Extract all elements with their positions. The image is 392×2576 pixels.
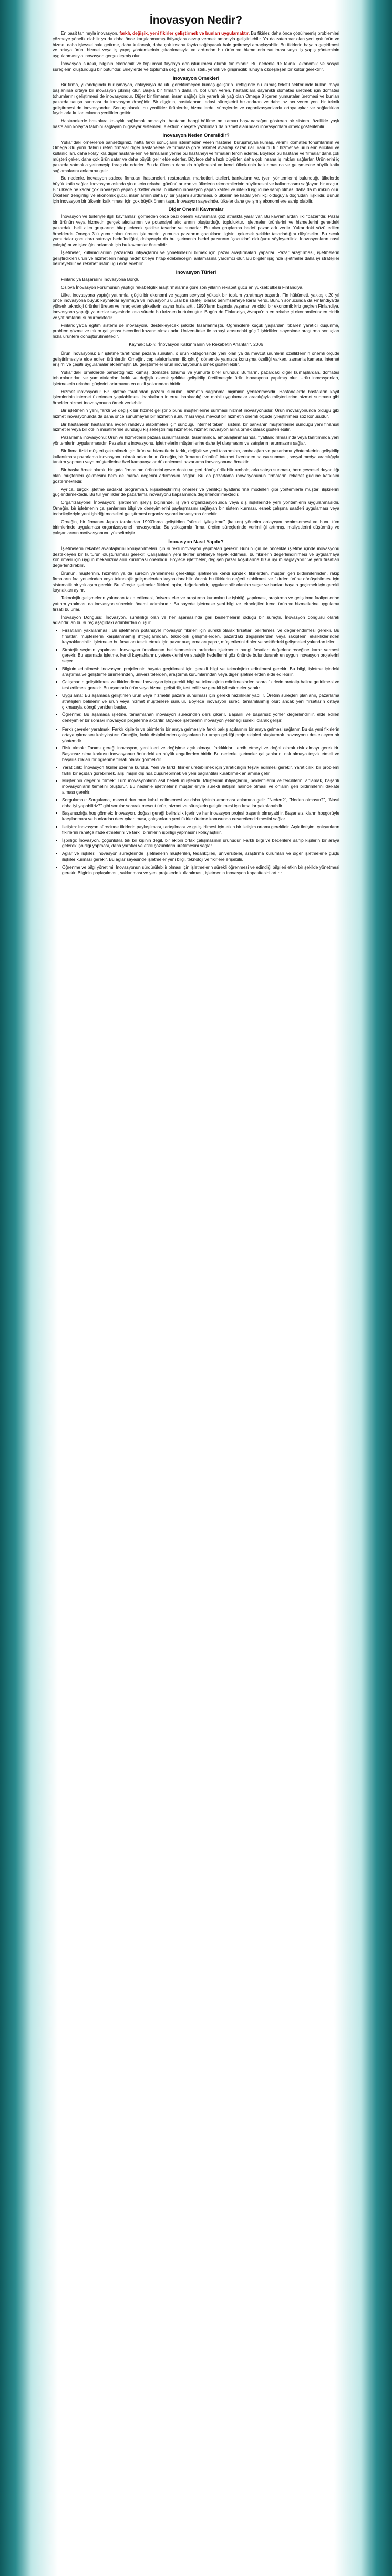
intro-text-continued: Bu fikirler, daha önce çözülmemiş problemleri çözmeye yönelik olabilir ya da daha önce karşılanmamış ihtiyaçlara cevap vermek amacıyla geliştirilebilir. Ya da zaten var olan yeni çok ürün ve hizmet daha işlevsel hale getirme, daha kullanışlı, daha çok insana fayda sağlayacak hale getirmeyi amaçlayabilir. Bu fikirlerin hayata geçirilmesi ve ortaya ürün, hizmet veya iş yapış yöntemlerinin çıkarılmasıyla ve ardından bu ürün ve hizmetlerin satılması veya iş yapış yönteminin uygulanmasıyla inovasyon gerçekleşmiş olur. [53, 30, 339, 59]
section-paragraph: Oslova İnovasyon Forumunun yaptığı rekabetçilik araştırmalarına göre son yılların rekabet gücü en yüksek ülkesi Finlandiya. [61, 284, 304, 290]
section-paragraph: Ürün İnovasyonu: Bir işletme tarafından pazara sunulan, o ürün kategorisinde yeni olan ya da mevcut ürünlerin özelliklerinin önemli ölçüde geliştirilmesiyle elde edilen ürünlerdir. Örneğin, cep telefonlarının ilk çıktığı dönemde yalnızca konuşma özelliği varken, zamanla kamera, internet erişimi ve çeşitli uygulamalar eklenmiştir. Bu geliştirmeler ürün inovasyonuna örnek gösterilebilir. [53, 350, 339, 367]
section-paragraph: Bir başka örnek olarak, bir gıda firmasının ürünlerini çevre dostu ve geri dönüştürülebilir ambalajlarla satışa sunması, hem çevresel duyarlılığı olan müşterileri çekmesini hem de marka değerini artırmasını sağlar. Bu da pazarlama inovasyonunun firmaların rekabet gücüne katkısını göstermektedir. [53, 467, 339, 484]
section-paragraph: Bir işletmenin yeni, farklı ve değişik bir hizmet geliştirip bunu müşterilerine sunması hizmet inovasyonudur. Ürün inovasyonunda olduğu gibi hizmet inovasyonunda da daha önce sunulmayan bir hizmetin sunulması veya mevcut bir hizmetin önemli ölçüde iyileştirilmesi söz konusudur. [53, 408, 339, 419]
section-paragraph: Ayrıca, birçok işletme sadakat programları, kişiselleştirilmiş öneriler ve yenilikçi fiyatlandırma modelleri gibi yöntemlerle müşteri ilişkilerini güçlendirmektedir. Bu tür yenilikler de pazarlama inovasyonu kapsamında değerlendirilmektedir. [53, 486, 339, 498]
section-paragraph: Teknolojik gelişmelerin yakından takip edilmesi, üniversiteler ve araştırma kurumları ile işbirliği yapılması, araştırma ve geliştirme faaliyetlerine yatırım yapılması da inovasyon sürecinin önemli adımlarıdır. Bu sayede işletmeler yeni bilgi ve teknolojileri kendi ürün ve hizmetlerine uygulama fırsatı bulurlar. [53, 595, 339, 612]
list-item: • Müşterinin değerini bilmek: Tüm inovasyonların asıl hedefi müşteridir. Müşterinin ihtiyaçlarını, beklentilerini ve tercihlerini anlamak, başarılı inovasyonların temelini oluşturur. Bu nedenle işletmelerin müşterileriyle sürekli iletişim halinde olması ve onların geri bildirimlerini dikkate alması gerekir. [62, 778, 339, 795]
sections-container [53, 76, 339, 340]
section [53, 207, 339, 267]
list-item: • Farklı çevreler yaratmak: Farklı kişilerin ve birimlerin bir araya gelmesiyle farklı bakış açılarının bir araya gelmesi sağlanır. Bu da yeni fikirlerin ortaya çıkmasını kolaylaştırır. Örneğin, farklı disiplinlerden çalışanların bir araya geldiği proje ekipleri oluşturmak inovasyonu destekleyen bir yöntemdir. [62, 726, 339, 743]
list-item: • Uygulama: Bu aşamada geliştirilen ürün veya hizmetin pazara sunulması için gerekli hazırlıklar yapılır. Üretim süreçleri planlanır, pazarlama stratejileri belirlenir ve ürün veya hizmet müşterilere sunulur. Böylece inovasyon süreci tamamlanmış olur; ancak yeni fırsatların ortaya çıkmasıyla döngü yeniden başlar. [62, 693, 339, 710]
list-item: • Risk almak: Tanımı gereği inovasyon, yenilikleri ve değişime açık olmayı, farklılıkları tercih etmeyi ve doğal olarak risk almayı gerektirir. Başarısız olma korkusu inovasyonun önündeki en büyük engellerden biridir. Bu nedenle işletmeler çalışanlarını risk almaya teşvik etmeli ve başarısızlıkları bir öğrenme fırsatı olarak görmelidir. [62, 745, 339, 762]
section-paragraph: Bir hastanenin hastalarına evden randevu alabilmeleri için sunduğu internet tabanlı sistem, bir bankanın müşterilerine sunduğu yeni finansal hizmetler veya bir otelin misafirlerine sunduğu kişiselleştirilmiş hizmetler, hizmet inovasyonlarına örnek olarak gösterilebilir. [53, 421, 339, 432]
list-item: • Ağlar ve ilişkiler: İnovasyon süreçlerinde işletmelerin müşterileri, tedarikçileri, üniversiteler, araştırma kurumları ve diğer işletmelerle güçlü ilişkiler kurması gerekir. Bu ağlar sayesinde işletmeler yeni bilgi, teknoloji ve fikirlere erişebilir. [62, 851, 339, 862]
section-paragraph: Pazarlama inovasyonu: Ürün ve hizmetlerin pazara sunulmasında, tasarımında, ambalajlanmasında, fiyatlandırılmasında veya tanıtımında yeni yöntemlerin uygulanmasıdır. Pazarlama inovasyonu, işletmelerin müşterilerine daha iyi ulaşmasını ve satışlarını artırmasını sağlar. [53, 435, 339, 446]
list-item: • Başarısızlığa hoş görmek: İnovasyon, doğası gereği belirsizlik içerir ve her inovasyon projesi başarılı olmayabilir. Başarısızlıkların hoşgörüyle karşılanması ve bunlardan ders çıkarılması, çalışanların yeni fikirler üretme konusunda cesaretlendirilmesini sağlar. [62, 810, 339, 822]
list-item: • Bilginin edinilmesi: İnovasyon projelerinin hayata geçirilmesi için gerekli bilgi ve teknolojinin edinilmesi gerekir. Bu bilgi, işletme içindeki araştırma ve geliştirme birimlerinden, üniversitelerden, araştırma kurumlarından veya diğer işletmelerden elde edilebilir. [62, 666, 339, 678]
list-item: • Yaratıcılık: İnovasyon fikirler üzerine kurulur. Yeni ve farklı fikirler üretebilmek için yaratıcılığın teşvik edilmesi gerekir. Yaratıcılık, bir problemi farklı bir açıdan görebilmek, alışılmışın dışında düşünebilmek ve yeni bağlantılar kurabilmek anlamına gelir. [62, 765, 339, 776]
section-paragraph: Ürünün, müşterinin, hizmetin ya da sürecin yenilenmesi gerekliliği; işletmenin kendi içindeki fikirlerden, müşteri geri bildirimlerinden, rakip firmaların faaliyetlerinden veya teknolojik gelişmelerden kaynaklanabilir. Ancak bu fikirlerin değerli olabilmesi ve fikirden ürüne dönüşebilmesi için sistematik bir yaklaşım gerekir. Bu süreçte işletmeler fikirleri toplar, değerlendirir, uygulanabilir olanları seçer ve bunları hayata geçirmek için gerekli kaynakları ayırır. [53, 570, 339, 593]
section-paragraph: Organizasyonel İnovasyon: İşletmenin işleyiş biçiminde, iş yeri organizasyonunda veya dış ilişkilerinde yeni yöntemlerin uygulanmasıdır. Örneğin, bir işletmenin çalışanlarının bilgi ve deneyimlerini paylaşmasını sağlayan bir sistem kurması, esnek çalışma saatleri uygulaması veya tedarikçileriyle yeni işbirliği modelleri geliştirmesi organizasyonel inovasyona örnektir. [53, 500, 339, 516]
section [53, 351, 339, 432]
section [53, 500, 339, 536]
section-title: Diğer Önemli Kavramlar [168, 207, 224, 213]
section [53, 133, 339, 204]
section-paragraph: Örneğin, bir firmanın Japon tarafından 1990'larda geliştirilen "sürekli iyileştirme" (kaizen) yönetim anlayışını benimsemesi ve bunu tüm birimlerinde uygulaması organizasyonel inovasyondur. Bu yaklaşımla firma, üretim süreçlerinde verimliliği artırmış, maliyetlerini düşürmüş ve çalışanlarının motivasyonunu yükseltmiştir. [53, 519, 339, 536]
list-item: • Öğrenme ve bilgi yönetimi: İnovasyonun sürdürülebilir olması için işletmelerin sürekli öğrenmesi ve edindiği bilgileri etkin bir şekilde yönetmesi gerekir. Bilginin paylaşılması, saklanması ve yeni projelerde kullanılması, işletmenin inovasyon kapasitesini artırır. [62, 864, 339, 876]
innovation-factors-list [53, 726, 339, 875]
section-paragraph: Bir firma fiziki müşteri çekebilmek için ürün ve hizmetlerin farklı, değişik ve yeni tasarımları, ambalajları ve pazarlama yöntemlerinin geliştirilip kullanılması pazarlama inovasyonu olarak adlandırılır. Örneğin, bir firmanın ürününü internet üzerinden satışa sunması, sosyal medya aracılığıyla tanıtım yapması veya müşterilerine özel kampanyalar düzenlemesi pazarlama inovasyonuna örnektir. [53, 448, 339, 465]
section [53, 76, 339, 130]
section-title: İnovasyon Türleri [176, 270, 216, 276]
section-paragraph: İnovasyon Döngüsü: İnovasyon, sürekliliği olan ve her aşamasında geri beslemelerin olduğu bir süreçtir. İnovasyon döngüsü olarak adlandırılan bu süreç aşağıdaki adımlardan oluşur: [53, 614, 339, 626]
source-caption: Kaynak: Ek-§: "İnovasyon Kalkınmanın ve Rekabetin Anahtarı", 2006 [129, 342, 263, 347]
intro-highlight: farklı, değişik, yeni fikirler geliştirmek ve bunları uygulamaktır. [119, 30, 250, 36]
section [53, 435, 339, 498]
section [53, 270, 339, 340]
intro-text-2: İnovasyon sürekli, bilginin ekonomik ve toplumsal faydaya dönüştürülmesi olarak tanımlanır. Bu nedenle de teknik, ekonomik ve sosyal süreçlerin oluşturduğu bir bütündür. Bireylerde ve toplumda değişme olan istek, yenilik ve girişimcilik ruhuyla özdeşleşen bir kültür gerektirir. [53, 60, 339, 72]
list-item: • Sorgulamak: Sorgulama, mevcut durumun kabul edilmemesi ve daha iyisinin aranması anlamına gelir. "Neden?", "Neden olmasın?", "Nasıl daha iyi yapabiliriz?" gibi sorular sorarak mevcut ürün, hizmet ve süreçlerin geliştirilmesi için fırsatlar yakalanabilir. [62, 797, 339, 809]
innovation-cycle-list [53, 628, 339, 723]
intro-section [53, 30, 339, 72]
section-paragraph: Finlandiya Başarısını İnovasyona Borçlu [61, 277, 140, 282]
intro-text: En basit tanımıyla inovasyon, [61, 30, 120, 36]
section-paragraph: Bu nedenle, inovasyon sadece firmaları, hastaneleri, restoranları, marketleri, otelleri, bankaların ve, (yeni yöntemlerin) bulunduğu ülkelerde büyük katkı sağlar. İnovasyon aslında şirketlerin rekabet gücünü artıran ve ülkelerin ekonomilerinin büyümesini ve kalkınmasını sağlayan bir araçtır. Bir ülkede ne kadar çok inovasyon yapan şirketler varsa, o ülkenin inovasyon yapan kaliteli ve nitelikli işgücüne sahip olması daha da mümkün olur. Ülkelerin zenginliği ve ekonomik gücü, insanlarının daha iyi bir yaşam sürdürmesi, o ülkenin ne kadar yenilikçi olduğuyla doğrudan ilişkilidir. Bunun için inovasyon bir ülkenin kalkınması için çok büyük önem taşır. İnovasyon sayesinde, ülkeler daha gelişmiş ekonomilere sahip olabilir. [53, 175, 339, 204]
document-page [53, 0, 339, 2576]
page-title: İnovasyon Nedir? [149, 14, 243, 26]
section [53, 539, 339, 626]
section-paragraph: İşletmelerin rekabet avantajlarını koruyabilmeleri için sürekli inovasyon yapmaları gerekir. Bunun için de öncelikle işletme içinde inovasyonu destekleyen bir kültürün oluşturulması gerekir. Çalışanların yeni fikirler üretmeye teşvik edilmesi, bu fikirlerin değerlendirilmesi ve uygulamaya konulması için uygun mekanizmaların kurulması önemlidir. Böylece işletmeler, değişen pazar koşullarına hızla uyum sağlayabilir ve yeni fırsatları değerlendirebilir. [53, 545, 339, 568]
list-item: • Öğrenme: Bu aşamada işletme, tamamlanan inovasyon sürecinden ders çıkarır. Başarılı ve başarısız yönler değerlendirilir, elde edilen deneyimler bir sonraki inovasyon projelerine aktarılır. Böylece işletmenin inovasyon yeteneği sürekli olarak gelişir. [62, 712, 339, 723]
section-paragraph: Hastanelerde hastalara kolaylık sağlamak amacıyla, hastanın hangi bölüme ne zaman başvuracağını gösteren bir sistem, özellikle yaşlı hastaların kolayca takibini sağlayan bilgisayar sistemleri, elektronik reçete yazılımları da hizmet alanındaki inovasyonlara örnek gösterilebilir. [53, 118, 339, 129]
list-item: • Fırsatların yakalanması: Bir işletmenin potansiyel inovasyon fikirleri için sürekli olarak fırsatları belirlemesi ve değerlendirmesi gerekir. Bu fırsatlar, müşterilerin karşılanmamış ihtiyaçlarından, teknolojik gelişmelerden, pazardaki değişimlerden veya rakiplerin eksikliklerinden kaynaklanabilir. İşletmeler bu fırsatları tespit etmek için pazar araştırmaları yapar, müşterilerini dinler ve sektördeki gelişmeleri yakından izler. [62, 628, 339, 645]
section-paragraph: Yukarıdaki örneklerde bahsettiğimiz, hatta farklı sonuçların istenmeden veren hastane, buruşmayan kumaş, verimli domates tohumlarının ve Omega 3'lü yumurtaları üreten firmalar diğer hastanelere ve firmalara göre rekabet avantajı kazanırlar. Yani bu tür hizmet ve ürünlerin alıcıları ve kullanıcıları, daha kolaylıkla diğer hastanelerin ve firmaların yerine bu hastaneyi ve firmaları tercih ederler. Böylece bu hastane ve firmalar daha çok müşteri çeker, daha çok ürün satar ve daha büyük gelir elde ederler. Böylece daha hızlı büyürler, daha çok insana iş imkânı sağlarlar. Ürünlerini iç pazarda satmakla yetinmeyip ihraç da ederler. Bu da ülkenin daha da büyümesini ve kendi ülkelerinin kalkınmasına ve gelişmesine büyük katkı sağlamalarını anlamına gelir. [53, 139, 339, 173]
section-paragraph: İşletmeler, kullanıcılarının pazardaki ihtiyaçlarını ve yönelimlerini bilmek için pazar araştırmaları yaparlar. Pazar araştırması, işletmelerin geliştirdikleri ürün ve hizmetlerin hangi hedef kitleye hitap edebileceğini anlamasına yardımcı olur. Bu bilgiler ışığında işletmeler daha iyi stratejiler belirleyebilir ve rekabet üstünlüğü elde edebilir. [53, 249, 339, 267]
section-title: İnovasyon Örnekleri [172, 75, 220, 81]
section-paragraph: Finlandiya'da eğitim sistemi de inovasyonu destekleyecek şekilde tasarlanmıştır. Öğrencilere küçük yaşlardan itibaren yaratıcı düşünme, problem çözme ve takım çalışması becerileri kazandırılmaktadır. Üniversiteler ile sanayi arasındaki güçlü işbirlikleri sayesinde araştırma sonuçları hızla ürünlere dönüştürülmektedir. [53, 322, 339, 340]
section-paragraph: Hizmet inovasyonu: Bir işletme tarafından pazara sunulan, hizmetin sağlanma biçiminin yenilenmesidir. Hastanelerde hastaların kayıt işlemlerinin internet üzerinden yapılabilmesi, bankaların internet bankacılığı ve mobil uygulamalar aracılığıyla müşterilerine hizmet sunması gibi örnekler hizmet inovasyonuna örnek verilebilir. [53, 388, 339, 406]
list-item: • İşbirliği: İnovasyon, çoğunlukla tek bir kişinin değil, bir ekibin ortak çalışmasının ürünüdür. Farklı bilgi ve becerilere sahip kişilerin bir araya gelerek işbirliği yapması, daha yaratıcı ve etkili çözümlerin üretilmesini sağlar. [62, 838, 339, 849]
list-item: • Çalışmanın geliştirilmesi ve fikirlendirme: İnovasyon için gerekli bilgi ve teknolojinin edinilmesinden sonra fikirlerin prototip haline getirilmesi ve test edilmesi gerekir. Bu aşamada ürün veya hizmet geliştirilir, test edilir ve gerekli iyileştirmeler yapılır. [62, 679, 339, 691]
section-paragraph: İnovasyon ve türleriyle ilgili kavramları görmeden önce bazı önemli kavramlara göz atmakta yarar var. Bu kavramlardan ilki "pazar"dır. Pazar bir ürünün veya hizmetin gerçek alıcılarının ve potansiyel alıcılarının oluşturduğu topluluktur. İşletmeler ürünlerini ve hizmetlerini geneldeki pazardaki belli alıcı gruplarına hitap edecek şekilde tasarlar ve sunarlar. Bu alıcı gruplarına hedef pazar adı verilir. Yukarıdaki sözü edilen örneklerde Omega 3'lü yumurtaları üreten işletmenin, yumurta pazarının çocukların ilgisini çekecek şekilde tasarladığını düşünelim. Bu sıcak yumurtalar çocuklara satmayı hedeflediğini, dolayısıyla da bu işletmenin hedef pazarının "çocuklar" olduğunu söyleyebiliriz. İnovasyonların nasıl çalıştığını ve işlediğini anlamak için bu kavramlar önemlidir. [53, 214, 339, 248]
intro-paragraph-2 [53, 61, 339, 72]
section-title: İnovasyon Neden Önemlidir? [162, 132, 230, 138]
section-title: İnovasyon Nasıl Yapılır? [168, 539, 224, 544]
list-item: • Stratejik seçimin yapılması: İnovasyon fırsatlarının belirlenmesinin ardından işletmenin hangi fırsatları değerlendireceğine karar vermesi gerekir. Bu aşamada işletme, kendi kaynaklarını, yeteneklerini ve stratejik hedeflerini göz önünde bulundurarak en uygun inovasyon projelerini seçer. [62, 647, 339, 664]
section-paragraph: Yukarıdaki örneklerde bahsettiğimiz; kumaş, domates tohumu ve yumurta birer üründür. Bunların, pazardaki diğer kumaşlardan, domates tohumlarından ve yumurtalardan farklı ve değişik olacak şekilde geliştirilip üretilmesiyle ürün inovasyonu yapılmış olur. Ürün inovasyonları, işletmelerin rekabet güçlerini artırmanın en etkili yollarından biridir. [53, 369, 339, 386]
list-item: • İletişim: İnovasyon sürecinde fikirlerin paylaşılması, tartışılması ve geliştirilmesi için etkin bir iletişim ortamı gereklidir. Açık iletişim, çalışanların fikirlerini rahatça ifade etmelerini ve farklı birimlerin işbirliği yapmasını kolaylaştırır. [62, 824, 339, 836]
intro-paragraph-1 [53, 30, 339, 59]
sections-container-2 [53, 351, 339, 626]
section-paragraph: Bir firma, yıkandığında buruşmayan, dolayısıyla da ütü gerektirmeyen kumaş geliştirip ürettiğinde bu kumaş tekstil sektöründe kullanılmaya başlanırsa ortaya bir inovasyon çıkmış olur. Başka bir firmanın daha iri, bol ürün veren, hastalıklara dayanıklı domates üretmek için domates tohumlarını geliştirmesi de inovasyondur. Diğer bir firmanın, insan sağlığı için yararlı bir yağ olan Omega 3 içeren yumurtalar üretmesi ve bunları pazarda satışa sunması da inovasyon örneğidir. Bir dişçinin, hastalarının tedavi süreçlerini hızlandıran ve daha az acı veren yeni bir teknik geliştirmesi de inovasyondur. Sonuç olarak, bu yenilikler ürünlerde, hizmetlerde, süreçlerde ve organizasyonlarda ortaya çıkar ve sağladıkları faydalarla kullanıcılarına yenilikler getirir. [53, 82, 339, 116]
section-paragraph: Ülke, inovasyona yaptığı yatırımla, güçlü bir ekonomi ve yaşam seviyesi yüksek bir toplum yaratmayı başardı. Fin hükümeti, yaklaşık 20 yıl önce inovasyona büyük kaynaklar ayırmaya ve inovasyonu ulusal bir strateji olarak benimsemeye karar verdi. Bunun sonucunda da Finlandiya'da yüksek teknoloji ürünleri üreten ve ihraç eden şirketlerin sayısı hızla arttı. 1990'ların başında yaşanan ve ciddi bir ekonomik kriz geçiren Finlandiya, inovasyona yaptığı yatırımlar sayesinde kısa sürede bu krizden kurtulmuştur. Bugün de Finlandiya, Avrupa'nın en rekabetçi ekonomilerinden biridir ve yatırımlarını sürdürmektedir. [53, 292, 339, 320]
